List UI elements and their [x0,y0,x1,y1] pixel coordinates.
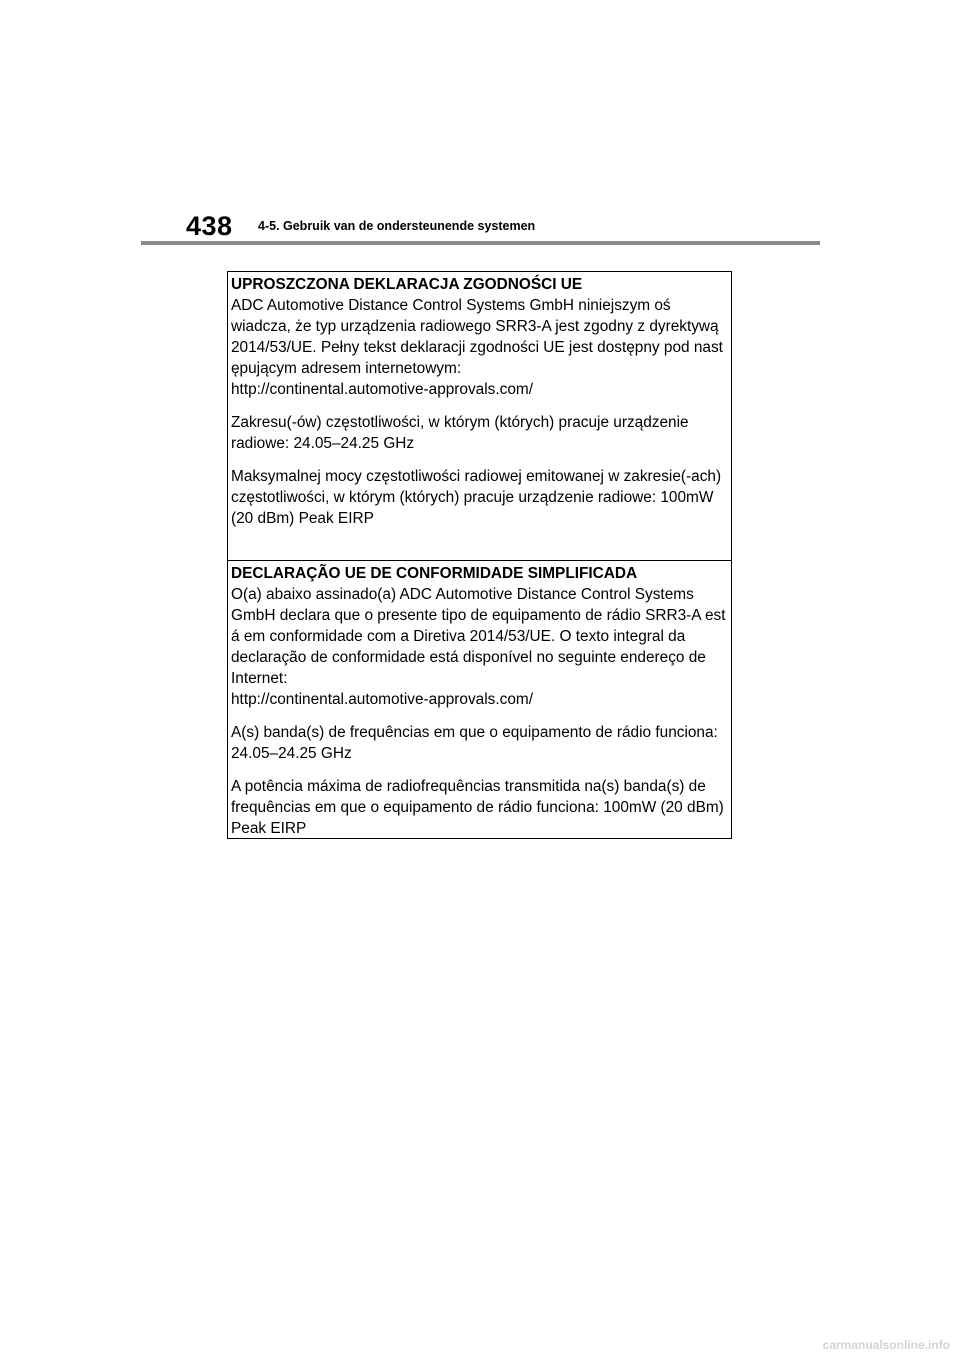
text-line: Maksymalnej mocy częstotliwości radiowej emitowanej w zakresie(-ach) [231,468,722,485]
text-line: declaração de conformidade está disponível no seguinte endereço de [231,649,706,666]
text-line: Peak EIRP [231,820,307,837]
text-line: A(s) banda(s) de frequências em que o equipamento de rádio funciona: [231,724,718,741]
header-divider [141,241,820,245]
text-line: á em conformidade com a Diretiva 2014/53/UE. O texto integral da [231,628,686,645]
page-number: 438 [186,211,233,241]
text-line: 24.05–24.25 GHz [231,745,352,762]
text-line: A potência máxima de radiofrequências transmitida na(s) banda(s) de [231,778,706,795]
text-line: Internet: [231,670,288,687]
url-line: http://continental.automotive-approvals.com/ [231,381,533,398]
text-line: wiadcza, że typ urządzenia radiowego SRR3-A jest zgodny z dyrektywą [231,318,719,335]
declaration-pl-title: UPROSZCZONA DEKLARACJA ZGODNOŚCI UE [231,276,583,293]
text-line: GmbH declara que o presente tipo de equipamento de rádio SRR3-A est [231,607,726,624]
text-line: O(a) abaixo assinado(a) ADC Automotive Distance Control Systems [231,586,694,603]
paragraph-gap [231,764,728,776]
text-line: radiowe: 24.05–24.25 GHz [231,435,415,452]
declaration-pt-title: DECLARAÇÃO UE DE CONFORMIDADE SIMPLIFICADA [231,565,638,582]
text-line: Zakresu(-ów) częstotliwości, w którym (których) pracuje urządzenie [231,414,689,431]
paragraph-gap [231,454,728,466]
paragraph-gap [231,400,728,412]
text-line: ADC Automotive Distance Control Systems GmbH niniejszym oś [231,297,671,314]
text-line: frequências em que o equipamento de rádio funciona: 100mW (20 dBm) [231,799,724,816]
declaration-pl-box [227,271,732,561]
url-line: http://continental.automotive-approvals.com/ [231,691,533,708]
watermark-url: carmanualsonline.info [822,1338,950,1352]
paragraph-gap [231,710,728,722]
declaration-pt-box [227,561,732,839]
text-line: (20 dBm) Peak EIRP [231,510,374,527]
text-line: 2014/53/UE. Pełny tekst deklaracji zgodności UE jest dostępny pod nast [231,339,723,356]
text-line: częstotliwości, w którym (których) pracuje urządzenie radiowe: 100mW [231,489,714,506]
section-title: 4-5. Gebruik van de ondersteunende systemen [258,219,536,233]
text-line: ępującym adresem internetowym: [231,360,462,377]
